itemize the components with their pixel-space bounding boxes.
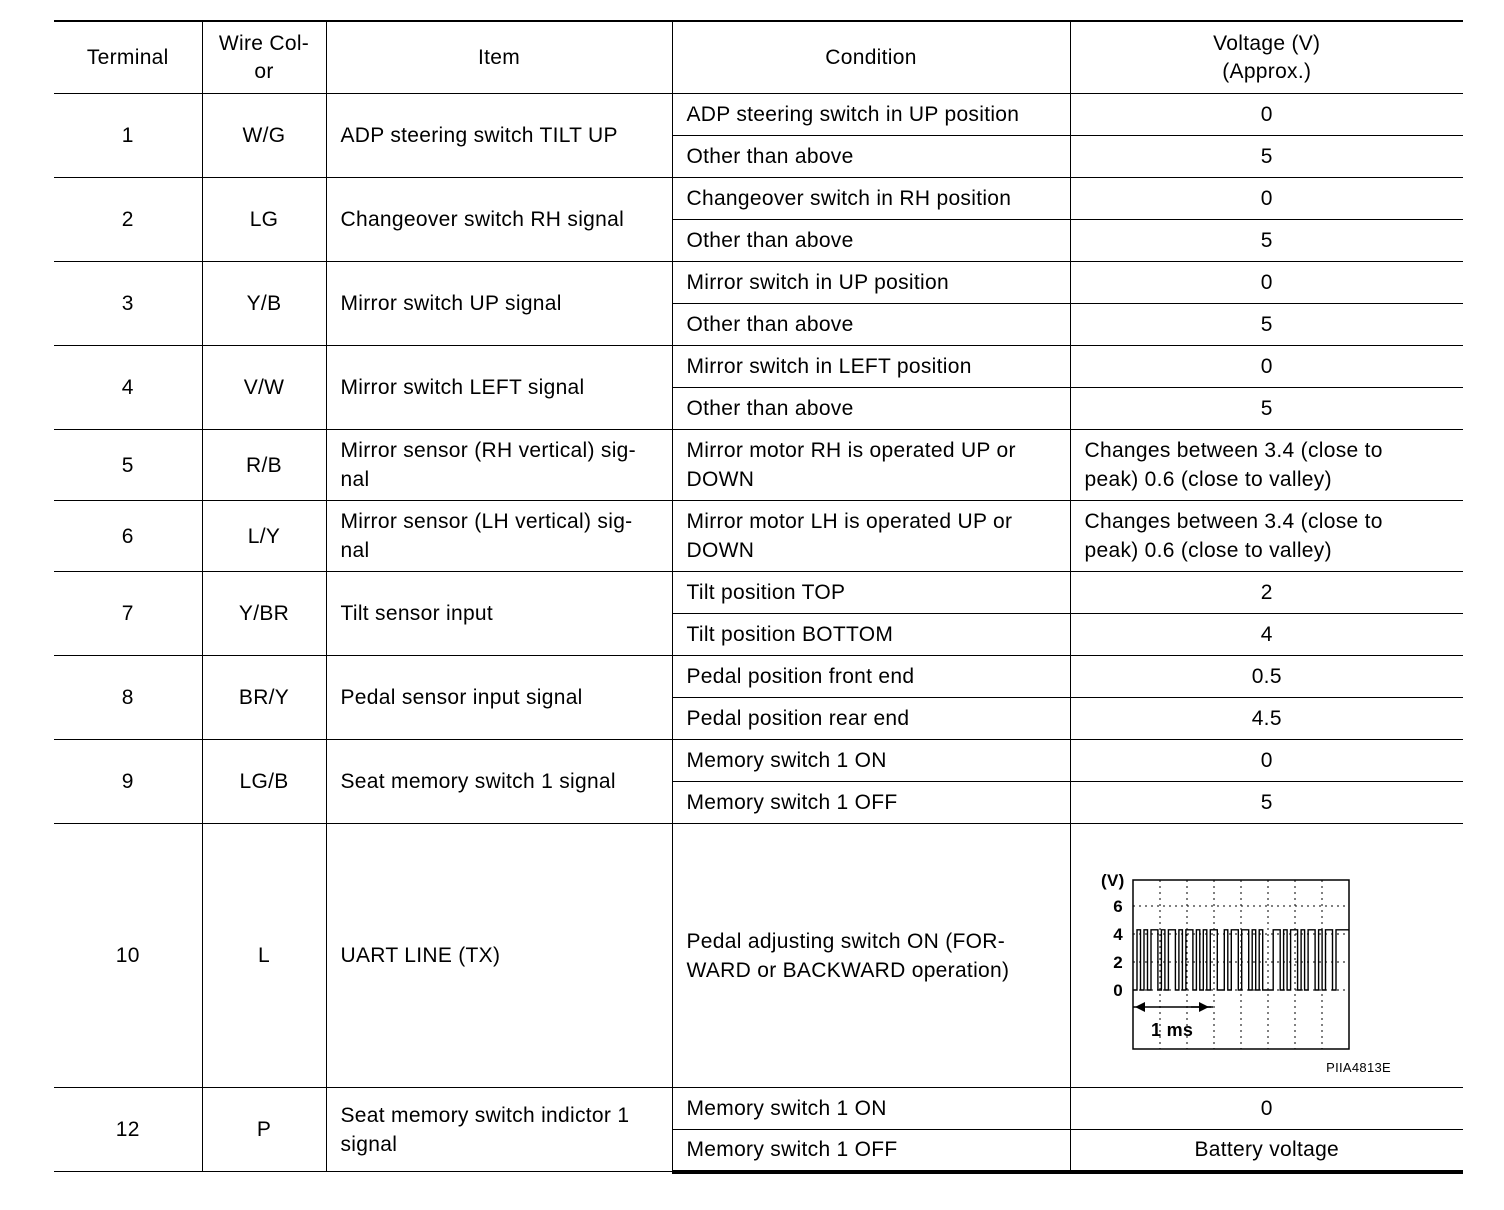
time-scale-marker <box>1133 1002 1213 1012</box>
terminal-cell: 9 <box>54 740 202 824</box>
condition-cell: Pedal position front end <box>672 656 1070 698</box>
voltage-cell: 0 <box>1070 740 1463 782</box>
voltage-cell: 0 <box>1070 262 1463 304</box>
table-row <box>54 656 1463 698</box>
terminal-cell: 1 <box>54 94 202 178</box>
table-row <box>54 262 1463 304</box>
item-cell: Mirror sensor (LH vertical) sig- nal <box>326 501 672 572</box>
condition-cell: Changeover switch in RH position <box>672 178 1070 220</box>
voltage-cell: 2 <box>1070 572 1463 614</box>
condition-cell: ADP steering switch in UP position <box>672 94 1070 136</box>
voltage-cell: 5 <box>1070 304 1463 346</box>
wire-color-cell: W/G <box>202 94 326 178</box>
table-row <box>54 572 1463 614</box>
waveform-trace <box>1133 930 1349 990</box>
condition-cell: Mirror motor RH is operated UP or DOWN <box>672 430 1070 501</box>
y-tick-label: 6 <box>1112 897 1123 916</box>
voltage-cell: 5 <box>1070 388 1463 430</box>
item-cell: Mirror switch UP signal <box>326 262 672 346</box>
uart-waveform <box>1071 824 1463 1088</box>
table-row <box>54 740 1463 782</box>
table-row <box>54 346 1463 388</box>
condition-cell: Other than above <box>672 136 1070 178</box>
voltage-cell: Battery voltage <box>1070 1130 1463 1172</box>
voltage-cell: 5 <box>1070 220 1463 262</box>
header-terminal: Terminal <box>54 21 202 94</box>
wire-color-cell: Y/B <box>202 262 326 346</box>
condition-cell: Mirror switch in UP position <box>672 262 1070 304</box>
header-voltage: Voltage (V) (Approx.) <box>1070 21 1463 94</box>
voltage-cell: 4.5 <box>1070 698 1463 740</box>
terminal-cell: 12 <box>54 1088 202 1172</box>
header-wire-color: Wire Col- or <box>202 21 326 94</box>
condition-cell: Other than above <box>672 304 1070 346</box>
header-item: Item <box>326 21 672 94</box>
voltage-cell: 0 <box>1070 1088 1463 1130</box>
y-unit-label: (V) <box>1100 871 1125 890</box>
table-row <box>54 178 1463 220</box>
terminal-voltage-table <box>54 20 1463 1174</box>
table-row <box>54 1088 1463 1130</box>
condition-cell: Other than above <box>672 220 1070 262</box>
condition-cell: Memory switch 1 OFF <box>672 1130 1070 1172</box>
header-row <box>54 21 1463 94</box>
voltage-cell: 0 <box>1070 178 1463 220</box>
wire-color-cell: LG <box>202 178 326 262</box>
figure-id: PIIA4813E <box>1325 1060 1391 1075</box>
voltage-cell: 4 <box>1070 614 1463 656</box>
y-tick-label: 0 <box>1112 981 1123 1000</box>
voltage-cell: 5 <box>1070 782 1463 824</box>
voltage-cell: 0.5 <box>1070 656 1463 698</box>
terminal-cell: 10 <box>54 824 202 1088</box>
terminal-cell: 7 <box>54 572 202 656</box>
wire-color-cell: L/Y <box>202 501 326 572</box>
terminal-cell: 4 <box>54 346 202 430</box>
item-cell: Tilt sensor input <box>326 572 672 656</box>
item-cell: Changeover switch RH signal <box>326 178 672 262</box>
wire-color-cell: BR/Y <box>202 656 326 740</box>
wire-color-cell: R/B <box>202 430 326 501</box>
wire-color-cell: L <box>202 824 326 1088</box>
terminal-cell: 2 <box>54 178 202 262</box>
voltage-cell: 5 <box>1070 136 1463 178</box>
header-condition: Condition <box>672 21 1070 94</box>
condition-cell: Memory switch 1 ON <box>672 740 1070 782</box>
wire-color-cell: LG/B <box>202 740 326 824</box>
condition-cell: Tilt position BOTTOM <box>672 614 1070 656</box>
voltage-cell: 0 <box>1070 94 1463 136</box>
wire-color-cell: Y/BR <box>202 572 326 656</box>
terminal-cell: 8 <box>54 656 202 740</box>
item-cell: Mirror sensor (RH vertical) sig- nal <box>326 430 672 501</box>
table-row <box>54 824 1463 1088</box>
table-row <box>54 430 1463 501</box>
time-scale-label: 1 ms <box>1150 1020 1193 1040</box>
item-cell: Mirror switch LEFT signal <box>326 346 672 430</box>
terminal-cell: 6 <box>54 501 202 572</box>
terminal-cell: 3 <box>54 262 202 346</box>
condition-cell: Mirror switch in LEFT position <box>672 346 1070 388</box>
voltage-cell: Changes between 3.4 (close to peak) 0.6 (close to valley) <box>1070 430 1463 501</box>
item-cell: UART LINE (TX) <box>326 824 672 1088</box>
condition-cell: Memory switch 1 OFF <box>672 782 1070 824</box>
waveform-cell <box>1070 824 1463 1088</box>
item-cell: Seat memory switch 1 signal <box>326 740 672 824</box>
table-row <box>54 94 1463 136</box>
voltage-cell: Changes between 3.4 (close to peak) 0.6 (close to valley) <box>1070 501 1463 572</box>
terminal-cell: 5 <box>54 430 202 501</box>
condition-cell: Other than above <box>672 388 1070 430</box>
condition-cell: Pedal adjusting switch ON (FOR- WARD or BACKWARD operation) <box>672 824 1070 1088</box>
item-cell: ADP steering switch TILT UP <box>326 94 672 178</box>
y-tick-label: 4 <box>1112 925 1123 944</box>
item-cell: Seat memory switch indictor 1 signal <box>326 1088 672 1172</box>
wire-color-cell: P <box>202 1088 326 1172</box>
condition-cell: Mirror motor LH is operated UP or DOWN <box>672 501 1070 572</box>
condition-cell: Pedal position rear end <box>672 698 1070 740</box>
wire-color-cell: V/W <box>202 346 326 430</box>
y-tick-label: 2 <box>1112 953 1123 972</box>
condition-cell: Memory switch 1 ON <box>672 1088 1070 1130</box>
condition-cell: Tilt position TOP <box>672 572 1070 614</box>
table-row <box>54 501 1463 572</box>
voltage-cell: 0 <box>1070 346 1463 388</box>
item-cell: Pedal sensor input signal <box>326 656 672 740</box>
